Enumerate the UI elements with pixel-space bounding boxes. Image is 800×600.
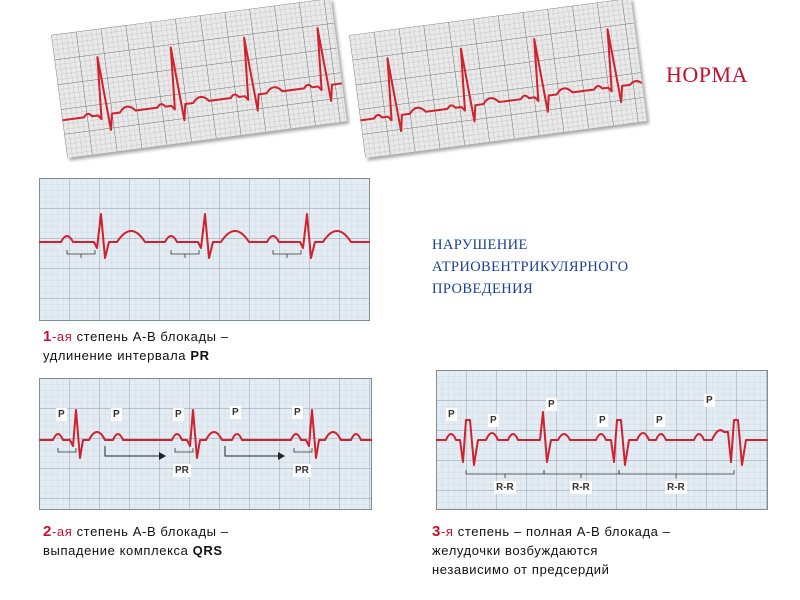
degree-number: 3 (432, 523, 441, 540)
p-wave-label: P (294, 407, 301, 418)
rr-label: R-R (496, 482, 514, 493)
rr-label: R-R (667, 482, 685, 493)
caption-text: выпадение комплекса (43, 543, 193, 558)
qrs-term: QRS (192, 543, 223, 558)
caption-text: степень А-В блокады – (72, 524, 229, 539)
section-heading (432, 234, 732, 300)
third-degree-caption-line-2: желудочки возбуждаются (432, 543, 599, 558)
normal-ecg-strip-2 (349, 0, 647, 158)
first-degree-caption (43, 327, 229, 365)
p-wave-label: P (232, 407, 239, 418)
second-degree-caption-line-1 (43, 522, 229, 541)
normal-ecg-strip-2-graphic (349, 0, 647, 158)
second-degree-ecg-graphic (39, 378, 372, 510)
degree-suffix: -ая (51, 329, 73, 344)
normal-ecg-strip-1-graphic (51, 0, 347, 158)
pr-term: PR (190, 348, 210, 363)
third-degree-caption (432, 522, 671, 579)
p-wave-label: P (656, 415, 663, 426)
degree-number: 2 (43, 523, 52, 540)
degree-number: 1 (43, 328, 52, 345)
degree-suffix: -ая (51, 524, 73, 539)
p-wave-label: P (58, 409, 65, 420)
pr-label: PR (175, 465, 189, 476)
third-degree-ecg-strip (436, 370, 768, 510)
p-wave-label: P (490, 415, 497, 426)
degree-suffix: -я (440, 524, 454, 539)
heading-line-1: НАРУШЕНИЕ (432, 237, 528, 253)
p-wave-label: P (706, 395, 713, 406)
pr-label: PR (295, 465, 309, 476)
normal-ecg-strip-1 (51, 0, 347, 158)
second-degree-ecg-strip (39, 378, 372, 510)
first-degree-caption-line-1 (43, 327, 229, 346)
p-wave-label: P (113, 409, 120, 420)
caption-text: степень А-В блокады – (72, 329, 229, 344)
second-degree-caption-line-2 (43, 541, 229, 560)
first-degree-caption-line-2 (43, 346, 229, 365)
heading-line-2: АТРИОВЕНТРИКУЛЯРНОГО (432, 259, 629, 275)
third-degree-caption-line-1 (432, 522, 671, 541)
first-degree-ecg-graphic (39, 178, 370, 321)
p-wave-label: P (548, 399, 555, 410)
second-degree-caption (43, 522, 229, 560)
rr-label: R-R (572, 482, 590, 493)
third-degree-ecg-graphic (436, 370, 768, 510)
heading-line-3: ПРОВЕДЕНИЯ (432, 281, 534, 297)
caption-text: удлинение интервала (43, 348, 191, 363)
first-degree-ecg-strip (39, 178, 370, 321)
third-degree-caption-line-3: независимо от предсердий (432, 562, 610, 577)
p-wave-label: P (175, 409, 182, 420)
caption-text: степень – полная А-В блокада – (453, 524, 671, 539)
p-wave-label: P (599, 415, 606, 426)
p-wave-label: P (448, 409, 455, 420)
normal-label: НОРМА (666, 62, 748, 87)
